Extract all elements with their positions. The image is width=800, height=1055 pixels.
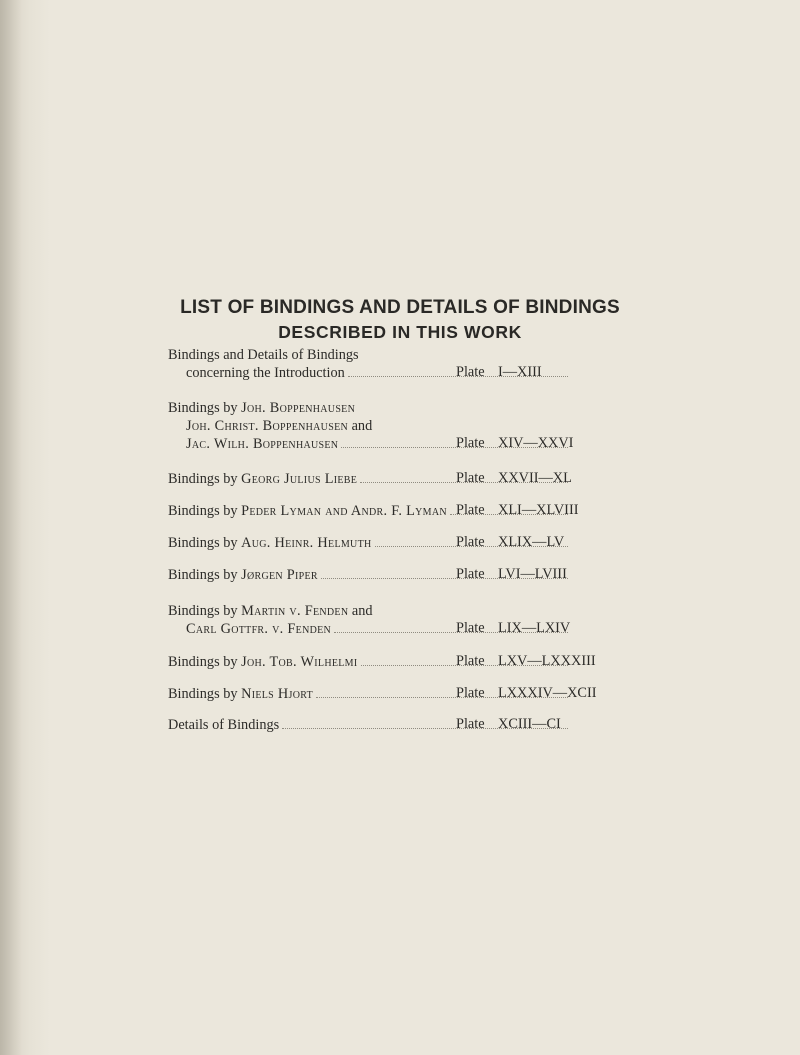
- binder-name: Peder Lyman and Andr. F. Lyman: [241, 503, 447, 519]
- plate-range: XIV—XXVI: [498, 435, 574, 451]
- binder-name: Carl Gottfr. v. Fenden: [186, 621, 332, 637]
- plate-reference: [456, 502, 616, 519]
- plate-range: I—XIII: [498, 364, 542, 380]
- plate-reference: [456, 620, 616, 637]
- plate-reference: [456, 653, 616, 670]
- entry-text: Bindings by: [168, 400, 242, 416]
- entry-text: Bindings by: [168, 603, 242, 619]
- binder-name: Martin v. Fenden: [241, 603, 349, 619]
- entry-text: Bindings and Details of Bindings: [168, 347, 359, 363]
- entry-text: Bindings by: [168, 535, 238, 551]
- plate-reference: [456, 685, 616, 702]
- binder-name: Georg Julius Liebe: [241, 471, 358, 487]
- plate-label: Plate: [456, 685, 485, 701]
- plate-range: LXXXIV—XCII: [498, 685, 597, 701]
- plate-range: LXV—LXXXIII: [498, 653, 596, 669]
- plate-label: Plate: [456, 620, 485, 636]
- plate-range: XLIX—LV: [498, 534, 565, 550]
- plate-label: Plate: [456, 364, 485, 380]
- page-title: LIST OF BINDINGS AND DETAILS OF BINDINGS: [180, 297, 620, 318]
- entry-text: Bindings by: [168, 567, 238, 583]
- plate-reference: [456, 470, 616, 487]
- plate-label: Plate: [456, 716, 485, 732]
- entry-text: and: [348, 603, 373, 619]
- plate-label: Plate: [456, 566, 485, 582]
- plate-reference: [456, 716, 616, 733]
- plate-range: LIX—LXIV: [498, 620, 571, 636]
- plate-label: Plate: [456, 534, 485, 550]
- entry-text: Bindings by: [168, 654, 238, 670]
- entry-line: [168, 399, 578, 417]
- plate-reference: [456, 364, 616, 381]
- entry-text: Details of Bindings: [168, 717, 280, 733]
- binder-name: Aug. Heinr. Helmuth: [241, 535, 372, 551]
- binder-name: Jørgen Piper: [241, 567, 318, 583]
- page-subtitle: DESCRIBED IN THIS WORK: [278, 322, 522, 342]
- plate-range: XCIII—CI: [498, 716, 561, 732]
- entry-line: [168, 417, 578, 435]
- plate-range: XXVII—XL: [498, 470, 572, 486]
- plate-label: Plate: [456, 502, 485, 518]
- entry-text: concerning the Introduction: [186, 365, 345, 381]
- binding-gutter-shadow: [0, 0, 22, 1055]
- entry-text: Bindings by: [168, 471, 238, 487]
- binder-name: Niels Hjort: [241, 686, 314, 702]
- plate-range: XLI—XLVIII: [498, 502, 579, 518]
- entry-line: [168, 346, 578, 364]
- binder-name: Jac. Wilh. Boppenhausen: [186, 436, 339, 452]
- entry-line: [168, 602, 578, 620]
- plate-reference: [456, 534, 616, 551]
- plate-label: Plate: [456, 470, 485, 486]
- entry-text: Bindings by: [168, 503, 238, 519]
- plate-reference: [456, 566, 616, 583]
- binder-name: Joh. Tob. Wilhelmi: [241, 654, 358, 670]
- plate-label: Plate: [456, 435, 485, 451]
- plate-range: LVI—LVIII: [498, 566, 567, 582]
- binder-name: Joh. Boppenhausen: [241, 400, 356, 416]
- entry-text: Bindings by: [168, 686, 238, 702]
- entry-text: and: [348, 418, 373, 434]
- plate-reference: [456, 435, 616, 452]
- plate-label: Plate: [456, 653, 485, 669]
- binder-name: Joh. Christ. Boppenhausen: [186, 418, 348, 434]
